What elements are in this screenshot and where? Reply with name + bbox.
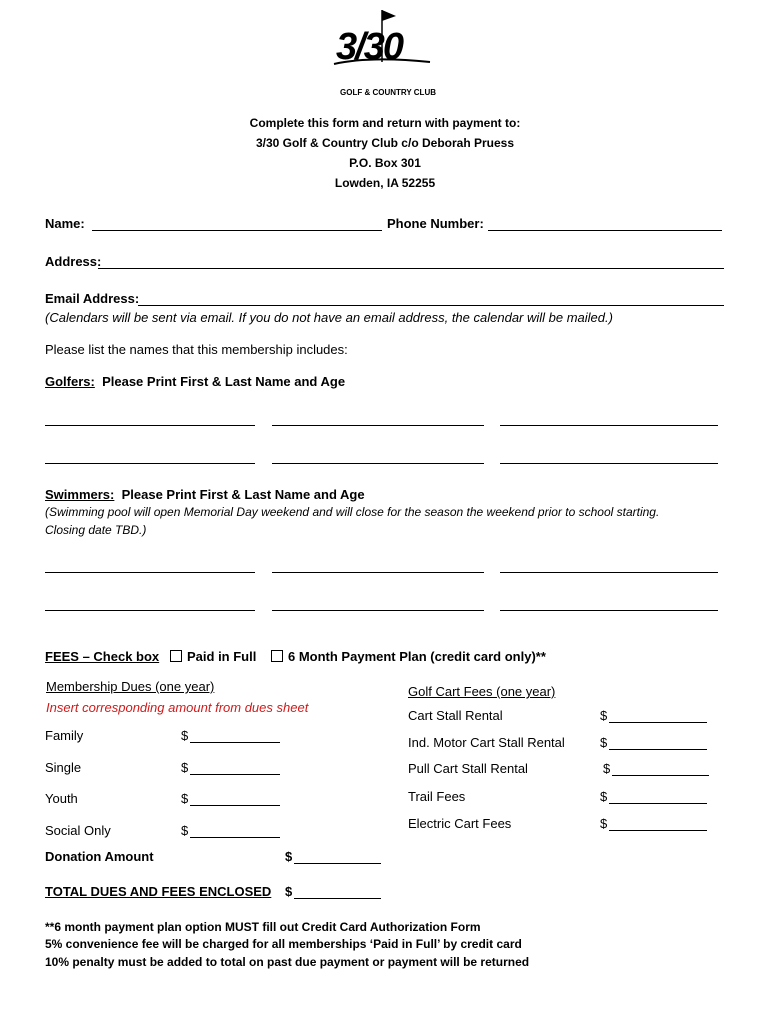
phone-line xyxy=(488,230,722,231)
address-line xyxy=(98,268,724,269)
dues-item-family: Family xyxy=(45,728,84,743)
cart-item-electric: Electric Cart Fees xyxy=(408,816,512,831)
golfer-line[interactable] xyxy=(272,463,484,464)
fees-title: FEES – Check box xyxy=(45,649,160,664)
footnote-3: 10% penalty must be added to total on past due payment or payment will be returned xyxy=(45,955,530,969)
dues-amount-line-social-only[interactable] xyxy=(190,837,280,838)
name-label: Name: xyxy=(45,216,85,231)
swimmers-note-line-2: Closing date TBD.) xyxy=(45,523,147,537)
phone-field[interactable] xyxy=(490,216,720,230)
cart-currency: $ xyxy=(600,816,608,831)
cart-item-trail-fees: Trail Fees xyxy=(408,789,466,804)
dues-currency: $ xyxy=(181,728,189,743)
donation-amount-line[interactable] xyxy=(294,863,381,864)
cart-amount-line-stall[interactable] xyxy=(609,722,707,723)
cart-currency: $ xyxy=(600,789,608,804)
cart-amount-line-trail[interactable] xyxy=(609,803,707,804)
swimmer-line[interactable] xyxy=(45,610,255,611)
header-line-1: Complete this form and return with payment to: xyxy=(249,116,521,130)
swimmer-line[interactable] xyxy=(500,610,718,611)
golfer-line[interactable] xyxy=(500,425,718,426)
cart-fees-title: Golf Cart Fees (one year) xyxy=(408,684,556,699)
membership-dues-note: Insert corresponding amount from dues sheet xyxy=(46,700,309,715)
cart-amount-line-ind-motor[interactable] xyxy=(609,749,707,750)
swimmers-instruction: Please Print First & Last Name and Age xyxy=(121,487,365,502)
footnote-2: 5% convenience fee will be charged for all memberships ‘Paid in Full’ by credit card xyxy=(45,937,522,951)
cart-item-stall-rental: Cart Stall Rental xyxy=(408,708,503,723)
paid-in-full-option[interactable] xyxy=(170,649,256,664)
logo-number: 3/30 xyxy=(336,26,402,68)
payment-plan-checkbox[interactable] xyxy=(271,650,283,662)
swimmers-note-line-1: (Swimming pool will open Memorial Day weekend and will close for the season the weekend prior to school starting. xyxy=(45,505,660,519)
cart-currency: $ xyxy=(600,708,608,723)
membership-dues-title: Membership Dues (one year) xyxy=(46,679,215,694)
payment-plan-option[interactable] xyxy=(271,649,546,664)
swimmers-heading xyxy=(45,487,365,502)
dues-item-single: Single xyxy=(45,760,82,775)
swimmer-line[interactable] xyxy=(272,572,484,573)
golfers-heading xyxy=(45,374,345,389)
swimmer-line[interactable] xyxy=(272,610,484,611)
golfer-line[interactable] xyxy=(272,425,484,426)
dues-item-social-only: Social Only xyxy=(45,823,111,838)
phone-label: Phone Number: xyxy=(387,216,484,231)
paid-in-full-label: Paid in Full xyxy=(187,649,257,664)
name-line xyxy=(92,230,382,231)
email-label: Email Address: xyxy=(45,291,140,306)
paid-in-full-checkbox[interactable] xyxy=(170,650,182,662)
header-line-3: P.O. Box 301 xyxy=(349,156,421,170)
total-currency: $ xyxy=(285,884,293,899)
name-field[interactable] xyxy=(94,216,380,230)
dues-amount-line-youth[interactable] xyxy=(190,805,280,806)
cart-item-ind-motor: Ind. Motor Cart Stall Rental xyxy=(408,735,565,750)
golfer-line[interactable] xyxy=(45,463,255,464)
donation-currency: $ xyxy=(285,849,293,864)
email-field[interactable] xyxy=(140,291,720,305)
total-label: TOTAL DUES AND FEES ENCLOSED xyxy=(45,884,272,899)
swimmer-line[interactable] xyxy=(500,572,718,573)
logo-club-name: GOLF & COUNTRY CLUB xyxy=(340,88,436,97)
dues-amount-line-family[interactable] xyxy=(190,742,280,743)
total-amount-line[interactable] xyxy=(294,898,381,899)
address-label: Address: xyxy=(45,254,102,269)
swimmer-line[interactable] xyxy=(45,572,255,573)
email-line xyxy=(138,305,724,306)
membership-intro: Please list the names that this membership includes: xyxy=(45,342,348,357)
donation-label: Donation Amount xyxy=(45,849,154,864)
dues-currency: $ xyxy=(181,760,189,775)
cart-amount-line-electric[interactable] xyxy=(609,830,707,831)
email-note: (Calendars will be sent via email. If you do not have an email address, the calendar will be mailed.) xyxy=(45,310,613,325)
swimmers-title: Swimmers: xyxy=(45,487,115,502)
header-line-4: Lowden, IA 52255 xyxy=(334,176,436,190)
address-field[interactable] xyxy=(100,254,720,268)
dues-currency: $ xyxy=(181,823,189,838)
dues-amount-line-single[interactable] xyxy=(190,774,280,775)
club-logo xyxy=(330,6,440,98)
cart-currency: $ xyxy=(603,761,611,776)
golfers-title: Golfers: xyxy=(45,374,95,389)
dues-item-youth: Youth xyxy=(45,791,78,806)
cart-item-pull-cart: Pull Cart Stall Rental xyxy=(408,761,528,776)
header-line-2: 3/30 Golf & Country Club c/o Deborah Pruess xyxy=(255,136,515,150)
cart-amount-line-pull-cart[interactable] xyxy=(612,775,709,776)
payment-plan-label: 6 Month Payment Plan (credit card only)** xyxy=(288,649,546,664)
golfer-line[interactable] xyxy=(500,463,718,464)
footnote-1: **6 month payment plan option MUST fill out Credit Card Authorization Form xyxy=(45,920,481,934)
dues-currency: $ xyxy=(181,791,189,806)
cart-currency: $ xyxy=(600,735,608,750)
golfers-instruction: Please Print First & Last Name and Age xyxy=(102,374,346,389)
golfer-line[interactable] xyxy=(45,425,255,426)
